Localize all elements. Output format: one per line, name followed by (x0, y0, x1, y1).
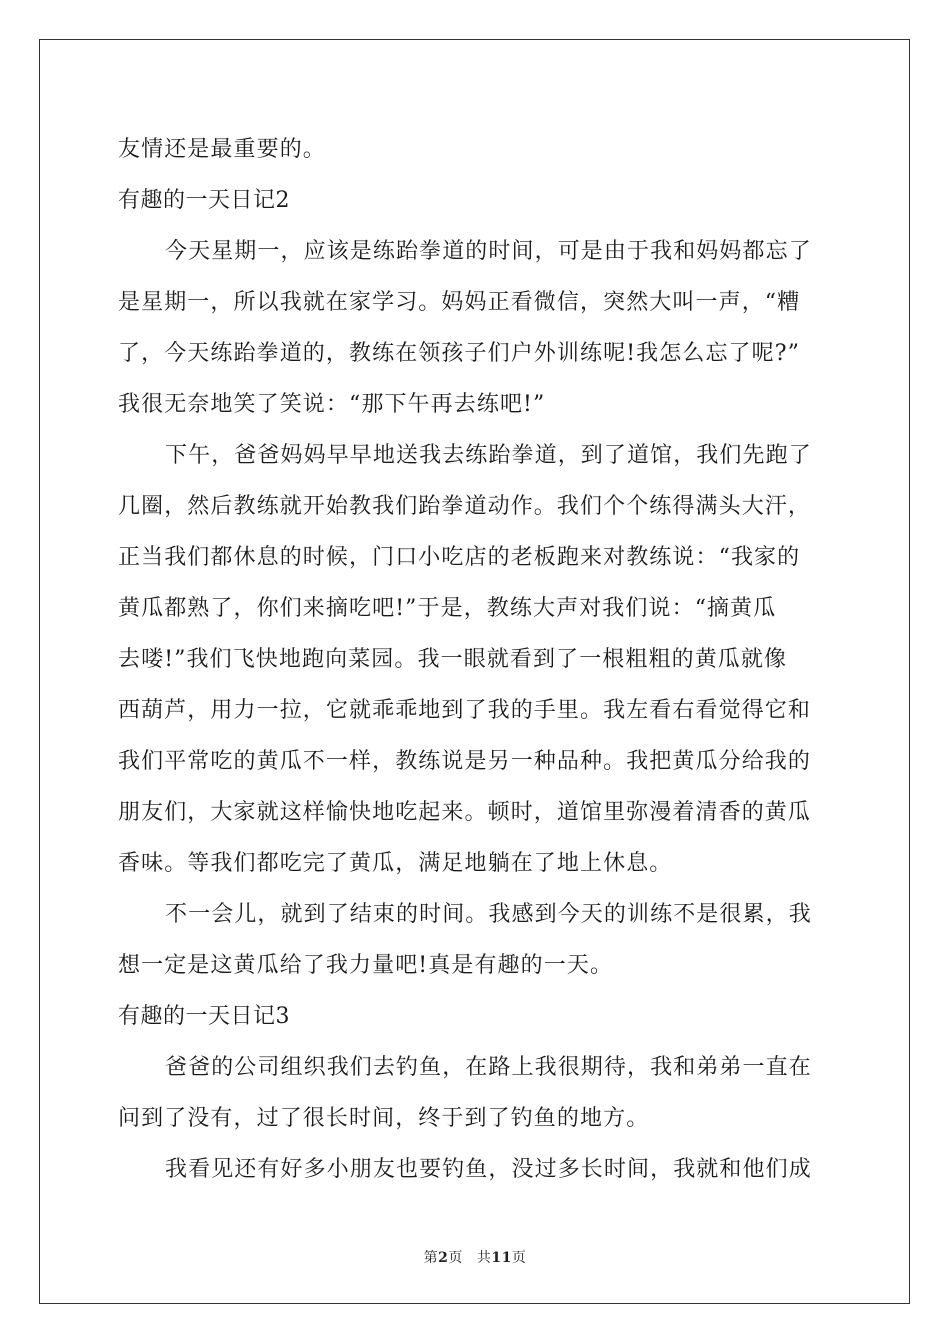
section-heading: 有趣的一天日记2 (118, 188, 290, 213)
total-suffix: 页 (511, 1250, 527, 1266)
page-total (477, 1250, 526, 1266)
paragraph-first-line: 爸爸的公司组织我们去钓鱼，在路上我很期待，我和弟弟一直在 (165, 1055, 812, 1080)
paragraph-first-line: 今天星期一，应该是练跆拳道的时间，可是由于我和妈妈都忘了 (165, 239, 812, 264)
text-line: 朋友们，大家就这样愉快地吃起来。顿时，道馆里弥漫着清香的黄瓜 (118, 800, 812, 825)
text-line: 正当我们都休息的时候，门口小吃店的老板跑来对教练说：“我家的 (118, 545, 801, 570)
page-prefix: 第 (423, 1250, 439, 1266)
text-line: 了，今天练跆拳道的，教练在领孩子们户外训练呢!我怎么忘了呢?” (118, 341, 800, 366)
paragraph-first-line: 下午，爸爸妈妈早早地送我去练跆拳道，到了道馆，我们先跑了 (165, 443, 812, 468)
text-line: 友情还是最重要的。 (118, 137, 326, 162)
text-line: 问到了没有，过了很长时间，终于到了钓鱼的地方。 (118, 1106, 650, 1131)
text-line: 我们平常吃的黄瓜不一样，教练说是另一种品种。我把黄瓜分给我的 (118, 749, 812, 774)
text-line: 我很无奈地笑了笑说：“那下午再去练吧!” (118, 392, 546, 417)
text-line: 想一定是这黄瓜给了我力量吧!真是有趣的一天。 (118, 953, 614, 978)
paragraph-first-line: 我看见还有好多小朋友也要钓鱼，没过多长时间，我就和他们成 (165, 1157, 812, 1182)
document-body (118, 124, 833, 1195)
text-line: 几圈，然后教练就开始教我们跆拳道动作。我们个个练得满头大汗， (118, 494, 812, 519)
page-number (424, 1250, 463, 1266)
text-line: 去喽!”我们飞快地跑向菜园。我一眼就看到了一根粗粗的黄瓜就像 (118, 647, 788, 672)
total-prefix: 共 (476, 1250, 492, 1266)
text-line: 是星期一，所以我就在家学习。妈妈正看微信，突然大叫一声，“糟 (118, 290, 801, 315)
paragraph-first-line: 不一会儿，就到了结束的时间。我感到今天的训练不是很累，我 (165, 902, 812, 927)
text-line: 香味。等我们都吃完了黄瓜，满足地躺在了地上休息。 (118, 851, 673, 876)
page-footer (0, 1247, 950, 1267)
text-line: 西葫芦，用力一拉，它就乖乖地到了我的手里。我左看右看觉得它和 (118, 698, 812, 723)
page-suffix: 页 (448, 1250, 463, 1266)
section-heading: 有趣的一天日记3 (118, 1004, 290, 1029)
page-current: 2 (438, 1250, 449, 1266)
text-line: 黄瓜都熟了，你们来摘吃吧!”于是，教练大声对我们说：“摘黄瓜 (118, 596, 777, 621)
total-count: 11 (491, 1250, 512, 1266)
